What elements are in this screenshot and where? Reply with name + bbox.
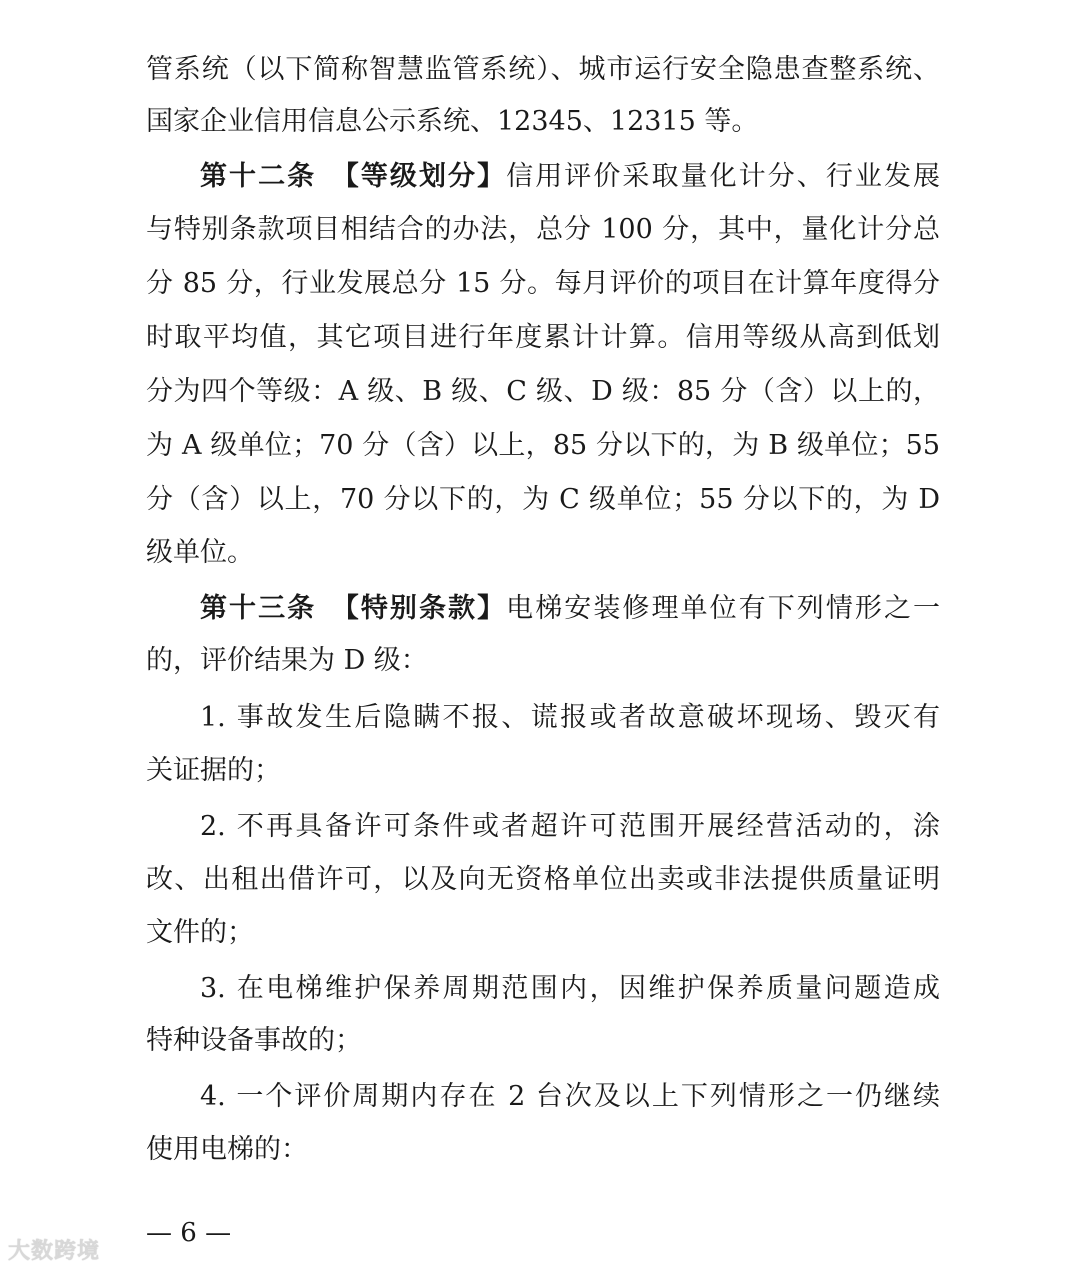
line-text: 级单位。 — [146, 537, 254, 568]
text-line — [146, 913, 940, 953]
line-text: 为 A 级单位；70 分（含）以上，85 分以下的，为 B 级单位；55 — [146, 430, 940, 461]
article-heading: 第十三条 【特别条款】 — [200, 593, 507, 624]
text-line — [146, 318, 940, 358]
text-line — [146, 480, 940, 520]
text-line — [146, 264, 940, 304]
text-line — [146, 1130, 940, 1170]
line-text: 使用电梯的： — [146, 1134, 308, 1165]
line-text: 分 85 分，行业发展总分 15 分。每月评价的项目在计算年度得分 — [146, 268, 940, 299]
text-line — [200, 589, 940, 629]
text-line — [146, 426, 940, 466]
line-text: 时取平均值，其它项目进行年度累计计算。信用等级从高到低划 — [146, 322, 940, 353]
watermark-logo — [8, 1234, 100, 1265]
text-line — [146, 50, 940, 90]
text-line — [146, 1021, 940, 1061]
line-text: 与特别条款项目相结合的办法，总分 100 分，其中，量化计分总 — [146, 214, 940, 245]
text-line — [146, 533, 940, 573]
line-text: 国家企业信用信息公示系统、12345、12315 等。 — [146, 106, 759, 137]
text-line — [200, 698, 940, 738]
text-line — [200, 969, 940, 1009]
text-line — [146, 751, 940, 791]
text-line — [146, 860, 940, 900]
line-text: 文件的； — [146, 917, 254, 948]
text-line — [200, 157, 940, 197]
line-text: 分为四个等级：A 级、B 级、C 级、D 级：85 分（含）以上的， — [146, 376, 940, 407]
line-text: 3. 在电梯维护保养周期范围内，因维护保养质量问题造成 — [200, 973, 940, 1004]
line-text: 特种设备事故的； — [146, 1025, 362, 1056]
line-text: 改、出租出借许可，以及向无资格单位出卖或非法提供质量证明 — [146, 864, 940, 895]
text-line — [200, 1077, 940, 1117]
line-text: 4. 一个评价周期内存在 2 台次及以上下列情形之一仍继续 — [200, 1081, 940, 1112]
line-text: 管系统（以下简称智慧监管系统）、城市运行安全隐患查整系统、 — [146, 54, 940, 85]
article-heading: 第十二条 【等级划分】 — [200, 161, 507, 192]
line-text: 电梯安装修理单位有下列情形之一 — [506, 593, 941, 624]
watermark-text: 大数跨境 — [8, 1239, 101, 1264]
page-number: — 6 — — [146, 1218, 232, 1248]
line-text: 2. 不再具备许可条件或者超许可范围开展经营活动的，涂 — [200, 811, 940, 842]
line-text: 1. 事故发生后隐瞒不报、谎报或者故意破坏现场、毁灭有 — [200, 702, 940, 733]
line-text: 关证据的； — [146, 755, 281, 786]
line-text: 分（含）以上，70 分以下的，为 C 级单位；55 分以下的，为 D — [146, 484, 940, 515]
line-text: 信用评价采取量化计分、行业发展 — [506, 161, 941, 192]
text-line — [146, 210, 940, 250]
text-line — [146, 102, 940, 142]
text-line — [200, 807, 940, 847]
text-line — [146, 372, 940, 412]
line-text: 的，评价结果为 D 级： — [146, 645, 428, 676]
text-line — [146, 641, 940, 681]
